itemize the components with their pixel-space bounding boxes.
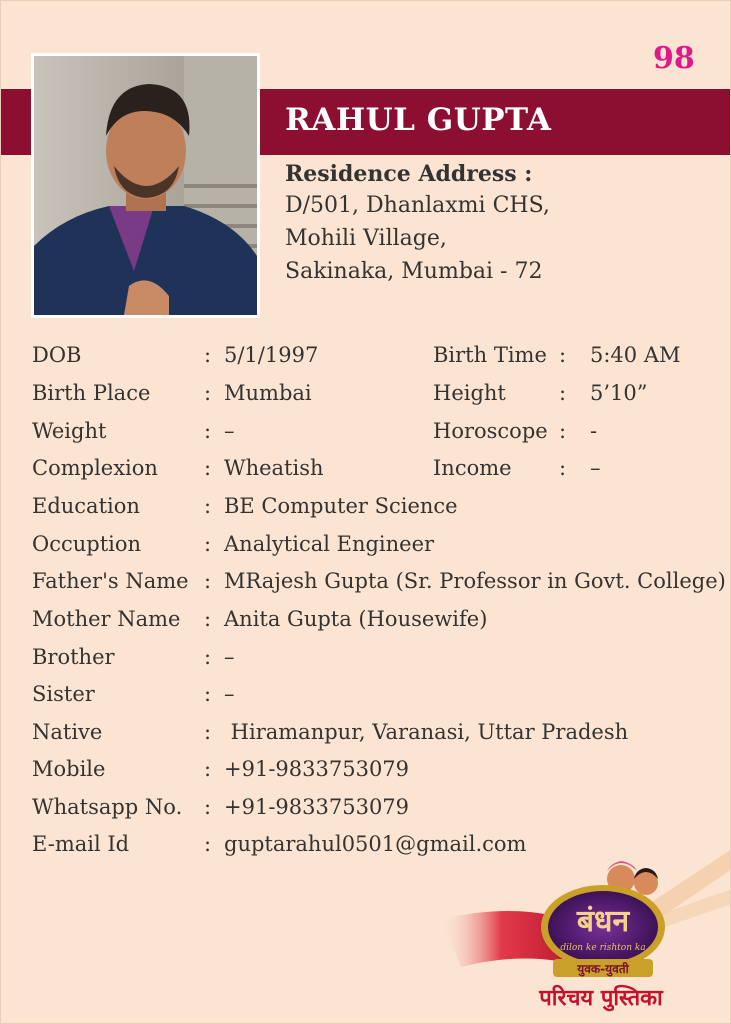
detail-colon: :: [204, 532, 212, 556]
detail-value: Wheatish: [224, 456, 324, 480]
detail-colon: :: [204, 832, 212, 856]
detail-colon: :: [204, 720, 212, 744]
detail-label: Whatsapp No.: [32, 795, 183, 819]
detail-label: Brother: [32, 645, 115, 669]
detail-colon-2: :: [559, 419, 567, 443]
detail-colon: :: [204, 419, 212, 443]
detail-colon: :: [204, 757, 212, 781]
detail-label: E-mail Id: [32, 832, 130, 856]
detail-label: Education: [32, 494, 140, 518]
detail-label-2: Income: [433, 456, 512, 480]
profile-name: RAHUL GUPTA: [285, 102, 552, 138]
detail-colon-2: :: [559, 343, 567, 367]
detail-value: +91-9833753079: [224, 795, 410, 819]
detail-colon: :: [204, 682, 212, 706]
detail-colon: :: [204, 456, 212, 480]
address-line-1: D/501, Dhanlaxmi CHS,: [285, 193, 550, 218]
detail-value: 5/1/1997: [224, 343, 319, 367]
detail-value: BE Computer Science: [224, 494, 458, 518]
detail-label: Native: [32, 720, 103, 744]
detail-label: Sister: [32, 682, 95, 706]
detail-colon: :: [204, 645, 212, 669]
detail-value: Analytical Engineer: [224, 532, 435, 556]
detail-label-2: Height: [433, 381, 506, 405]
detail-value-2: –: [590, 456, 601, 480]
detail-value: Hiramanpur, Varanasi, Uttar Pradesh: [224, 720, 629, 744]
detail-colon: :: [204, 795, 212, 819]
page-number: 98: [653, 41, 695, 76]
detail-label: Weight: [32, 419, 107, 443]
detail-label: Father's Name: [32, 569, 189, 593]
detail-colon: :: [204, 494, 212, 518]
logo-tagline: dilon ke rishton ka: [560, 943, 646, 953]
detail-label: Birth Place: [32, 381, 151, 405]
detail-value: MRajesh Gupta (Sr. Professor in Govt. College): [224, 569, 726, 593]
detail-colon: :: [204, 381, 212, 405]
detail-label: DOB: [32, 343, 82, 367]
detail-value: guptarahul0501@gmail.com: [224, 832, 527, 856]
detail-value: –: [224, 682, 235, 706]
detail-colon: :: [204, 343, 212, 367]
detail-value: Mumbai: [224, 381, 312, 405]
detail-colon: :: [204, 569, 212, 593]
detail-value-2: 5’10”: [590, 381, 648, 405]
detail-colon-2: :: [559, 381, 567, 405]
logo-footer: परिचय पुस्तिका: [539, 986, 663, 1011]
detail-value-2: 5:40 AM: [590, 343, 681, 367]
detail-value-2: -: [590, 419, 598, 443]
detail-label: Mobile: [32, 757, 106, 781]
address-line-3: Sakinaka, Mumbai - 72: [285, 259, 543, 284]
detail-label-2: Horoscope: [433, 419, 548, 443]
detail-value: –: [224, 645, 235, 669]
detail-label: Complexion: [32, 456, 158, 480]
detail-value: Anita Gupta (Housewife): [224, 607, 488, 631]
address-heading: Residence Address :: [285, 161, 533, 187]
detail-value: –: [224, 419, 235, 443]
bandhan-logo: [441, 849, 731, 1024]
logo-subtitle: युवक-युवती: [577, 962, 629, 976]
profile-photo: [31, 53, 260, 318]
detail-colon-2: :: [559, 456, 567, 480]
detail-colon: :: [204, 607, 212, 631]
logo-title: बंधन: [576, 904, 630, 939]
detail-value: +91-9833753079: [224, 757, 410, 781]
detail-label-2: Birth Time: [433, 343, 547, 367]
detail-label: Mother Name: [32, 607, 181, 631]
address-line-2: Mohili Village,: [285, 226, 447, 251]
detail-label: Occuption: [32, 532, 142, 556]
